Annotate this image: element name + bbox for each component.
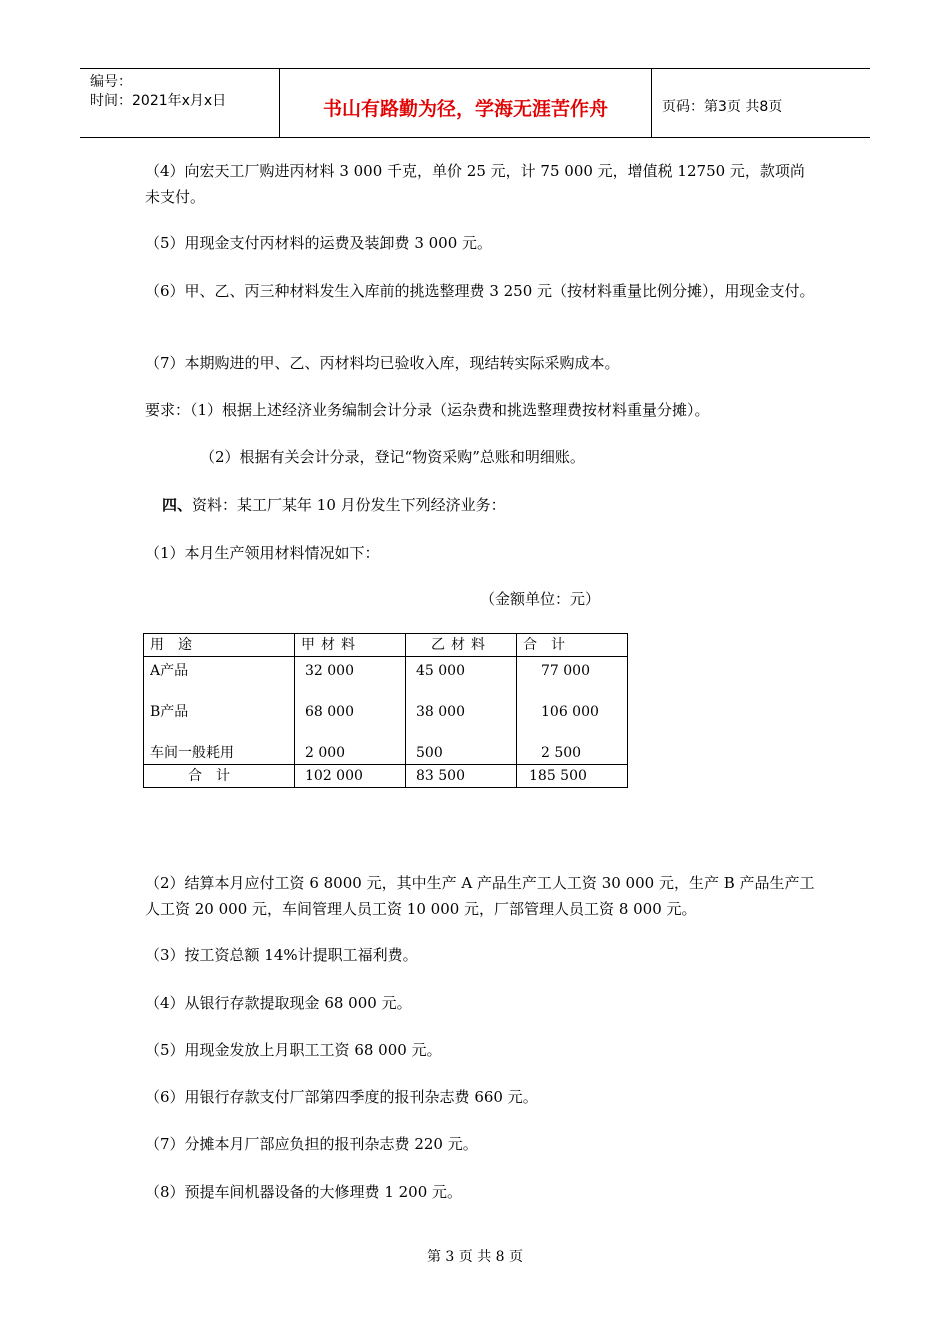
row-use: A产品 [150, 663, 189, 679]
total-jia: 102 000 [295, 765, 406, 788]
header-meta [80, 69, 280, 137]
col-header-use: 用途 [144, 634, 295, 657]
section-4-number: 四、 [162, 496, 193, 514]
row-total: 106 000 [541, 704, 599, 720]
row-jia: 32 000 [305, 663, 354, 679]
row-yi: 38 000 [416, 704, 465, 720]
item-8: （8）预提车间机器设备的大修理费 1 200 元。 [145, 1183, 463, 1201]
col-header-total: 合计 [517, 634, 628, 657]
materials-table [143, 633, 628, 788]
header-page-label: 页码：第3页 共8页 [662, 99, 783, 115]
item-5: （5）用现金发放上月职工工资 68 000 元。 [145, 1041, 442, 1059]
item-3: （3）按工资总额 14%计提职工福利费。 [145, 946, 418, 964]
item-2: （2）结算本月应付工资 6 8000 元，其中生产 A 产品生产工人工资 30 000 元，生产 B 产品生产工人工资 20 000 元，车间管理人员工资 10 000 元，厂部管理人员工资 8 000 元。 [145, 874, 815, 918]
row-yi: 500 [416, 745, 443, 761]
header-motto: 书山有路勤为径，学海无涯苦作舟 [280, 69, 652, 137]
row-yi: 45 000 [416, 663, 465, 679]
paragraph-4: （4）向宏天工厂购进丙材料 3 000 千克，单价 25 元，计 75 000 元，增值税 12750 元，款项尚未支付。 [145, 162, 805, 206]
row-total: 77 000 [541, 663, 590, 679]
col-header-jia: 甲材料 [295, 634, 406, 657]
total-label: 合计 [144, 765, 295, 788]
jia-column [295, 657, 406, 765]
row-jia: 68 000 [305, 704, 354, 720]
row-jia: 2 000 [305, 745, 346, 761]
number-label: 编号： [90, 74, 132, 90]
item-6: （6）用银行存款支付厂部第四季度的报刊杂志费 660 元。 [145, 1088, 538, 1106]
yi-column [406, 657, 517, 765]
item-7: （7）分摊本月厂部应负担的报刊杂志费 220 元。 [145, 1135, 478, 1153]
section-4 [162, 492, 832, 518]
total-column [517, 657, 628, 765]
row-total: 2 500 [541, 745, 582, 761]
table-unit: （金额单位：元） [480, 590, 601, 608]
paragraph-7: （7）本期购进的甲、乙、丙材料均已验收入库，现结转实际采购成本。 [145, 354, 620, 372]
section-4-text: 资料：某工厂某年 10 月份发生下列经济业务： [192, 496, 506, 514]
page-footer: 第 3 页 共 8 页 [426, 1249, 524, 1265]
use-column [144, 657, 295, 765]
paragraph-6: （6）甲、乙、丙三种材料发生入库前的挑选整理费 3 250 元（按材料重量比例分摊），用现金支付。 [145, 282, 815, 300]
row-use: 车间一般耗用 [150, 745, 234, 761]
item-4: （4）从银行存款提取现金 68 000 元。 [145, 994, 412, 1012]
requirement-2: （2）根据有关会计分录，登记“物资采购”总账和明细账。 [200, 448, 585, 466]
col-header-yi: 乙材料 [406, 634, 517, 657]
paragraph-5: （5）用现金支付丙材料的运费及装卸费 3 000 元。 [145, 234, 493, 252]
page-header [80, 68, 870, 138]
total-total: 185 500 [517, 765, 628, 788]
question-1: （1）本月生产领用材料情况如下： [145, 544, 380, 562]
requirement-1: 要求：（1）根据上述经济业务编制会计分录（运杂费和挑选整理费按材料重量分摊）。 [145, 401, 710, 419]
row-use: B产品 [150, 704, 189, 720]
total-yi: 83 500 [406, 765, 517, 788]
date-label: 时间：2021年x月x日 [90, 93, 227, 109]
